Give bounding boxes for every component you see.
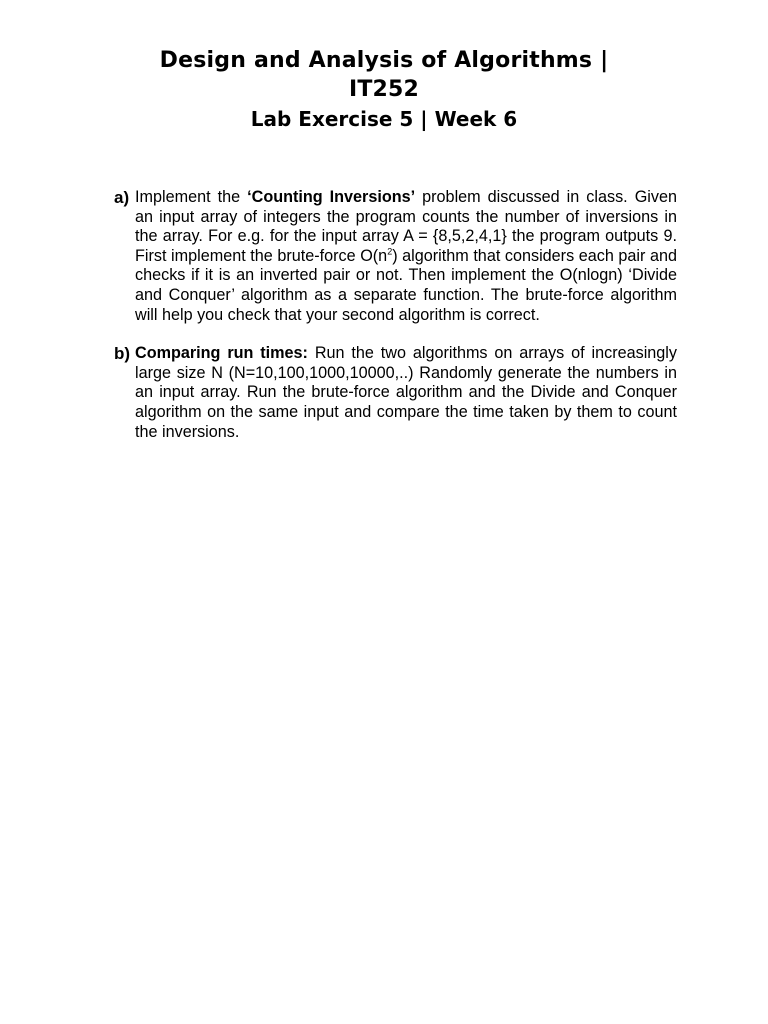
item-marker: a): [114, 188, 130, 207]
exercise-item-a: [114, 188, 677, 325]
document-title-line-1: Design and Analysis of Algorithms |: [159, 48, 609, 73]
item-text-part: problem discussed in class. Given an input array of integers the program counts the number of inversions in the array. For e.g. for the input array A = {8,5,2,4,1} the program outputs 9. First implement the brute-force O(n: [135, 188, 677, 265]
document-subtitle: Lab Exercise 5 | Week 6: [250, 107, 518, 131]
item-text-emphasis: ‘Counting Inversions’: [247, 188, 416, 206]
exercise-item-b: [114, 344, 677, 442]
document-title-line-2: IT252: [348, 77, 420, 102]
item-text-emphasis: Comparing run times:: [135, 344, 308, 363]
item-text: [135, 344, 677, 442]
item-text: [135, 188, 677, 325]
item-text-part: Run the two algorithms on arrays of increasingly large size N (N=10,100,1000,10000,..) Randomly generate the numbers in an input array. Run the brute-force algorithm and the Divide and Conquer algorithm on the same input and compare the time taken by them to count the inversions.: [135, 344, 677, 441]
item-marker: b): [114, 344, 131, 364]
document-header: [0, 46, 768, 133]
item-text-part: ) algorithm that considers each pair and checks if it is an inverted pair or not. Then implement the O(nlogn) ‘Divide and Conquer’ algorithm as a separate function. The brute-force algorithm will help you check that your second algorithm is correct.: [135, 246, 677, 324]
superscript: 2: [387, 246, 393, 257]
item-text-part: Implement the: [135, 188, 248, 206]
exercise-list: [114, 188, 677, 442]
